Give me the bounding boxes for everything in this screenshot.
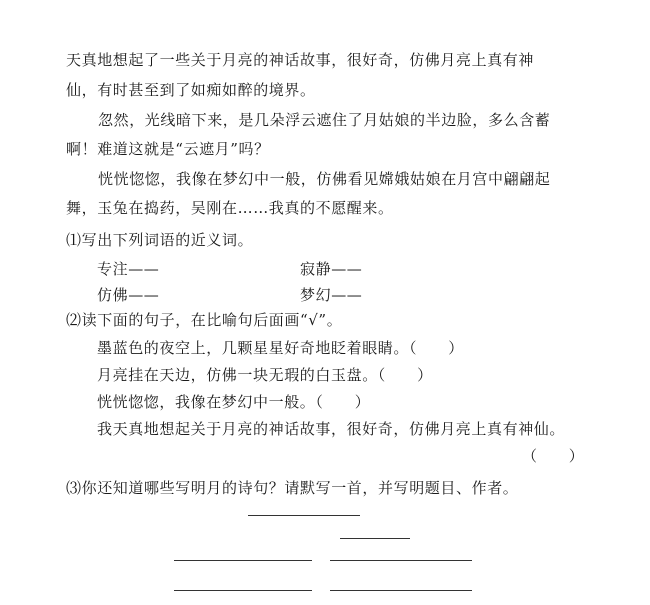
question-2-prompt: ⑵读下面的句子，在比喻句后面画“√”。 xyxy=(66,311,343,329)
sentence-item-1: 墨蓝色的夜空上，几颗星星好奇地眨着眼睛。（ ） xyxy=(97,339,464,357)
passage-line-3: 忽然，光线暗下来，是几朵浮云遮住了月姑娘的半边脸，多么含蓄 xyxy=(98,111,551,129)
sentence-item-4: 我天真地想起关于月亮的神话故事，很好奇，仿佛月亮上真有神仙。 xyxy=(97,420,566,438)
passage-line-6: 舞，玉兔在捣药，吴刚在……我真的不愿醒来。 xyxy=(66,199,394,217)
question-3-prompt: ⑶你还知道哪些写明月的诗句？请默写一首，并写明题目、作者。 xyxy=(66,479,519,497)
synonym-item-zhuanzhu: 专注—— xyxy=(97,260,160,278)
passage-line-5: 恍恍惚惚，我像在梦幻中一般，仿佛看见嫦娥姑娘在月宫中翩翩起 xyxy=(98,170,551,188)
sentence-item-4-answer-paren: （ ） xyxy=(522,447,585,465)
passage-line-2: 仙，有时甚至到了如痴如醉的境界。 xyxy=(66,81,316,99)
sentence-item-3: 恍恍惚惚，我像在梦幻中一般。（ ） xyxy=(97,393,371,411)
synonym-item-jijing: 寂静—— xyxy=(300,260,363,278)
sentence-item-2: 月亮挂在天边，仿佛一块无瑕的白玉盘。（ ） xyxy=(97,366,433,384)
poem-line-4-blank[interactable] xyxy=(330,590,472,591)
passage-line-1: 天真地想起了一些关于月亮的神话故事，很好奇，仿佛月亮上真有神 xyxy=(66,51,535,69)
poem-author-blank[interactable] xyxy=(340,538,410,539)
poem-line-2-blank[interactable] xyxy=(330,560,472,561)
question-1-prompt: ⑴写出下列词语的近义词。 xyxy=(66,231,254,249)
synonym-item-fangfu: 仿佛—— xyxy=(97,286,160,304)
passage-line-4: 啊！难道这就是“云遮月”吗？ xyxy=(66,140,270,158)
poem-line-1-blank[interactable] xyxy=(174,560,312,561)
synonym-item-menghuan: 梦幻—— xyxy=(300,286,363,304)
poem-line-3-blank[interactable] xyxy=(174,590,312,591)
poem-title-blank[interactable] xyxy=(248,515,360,516)
